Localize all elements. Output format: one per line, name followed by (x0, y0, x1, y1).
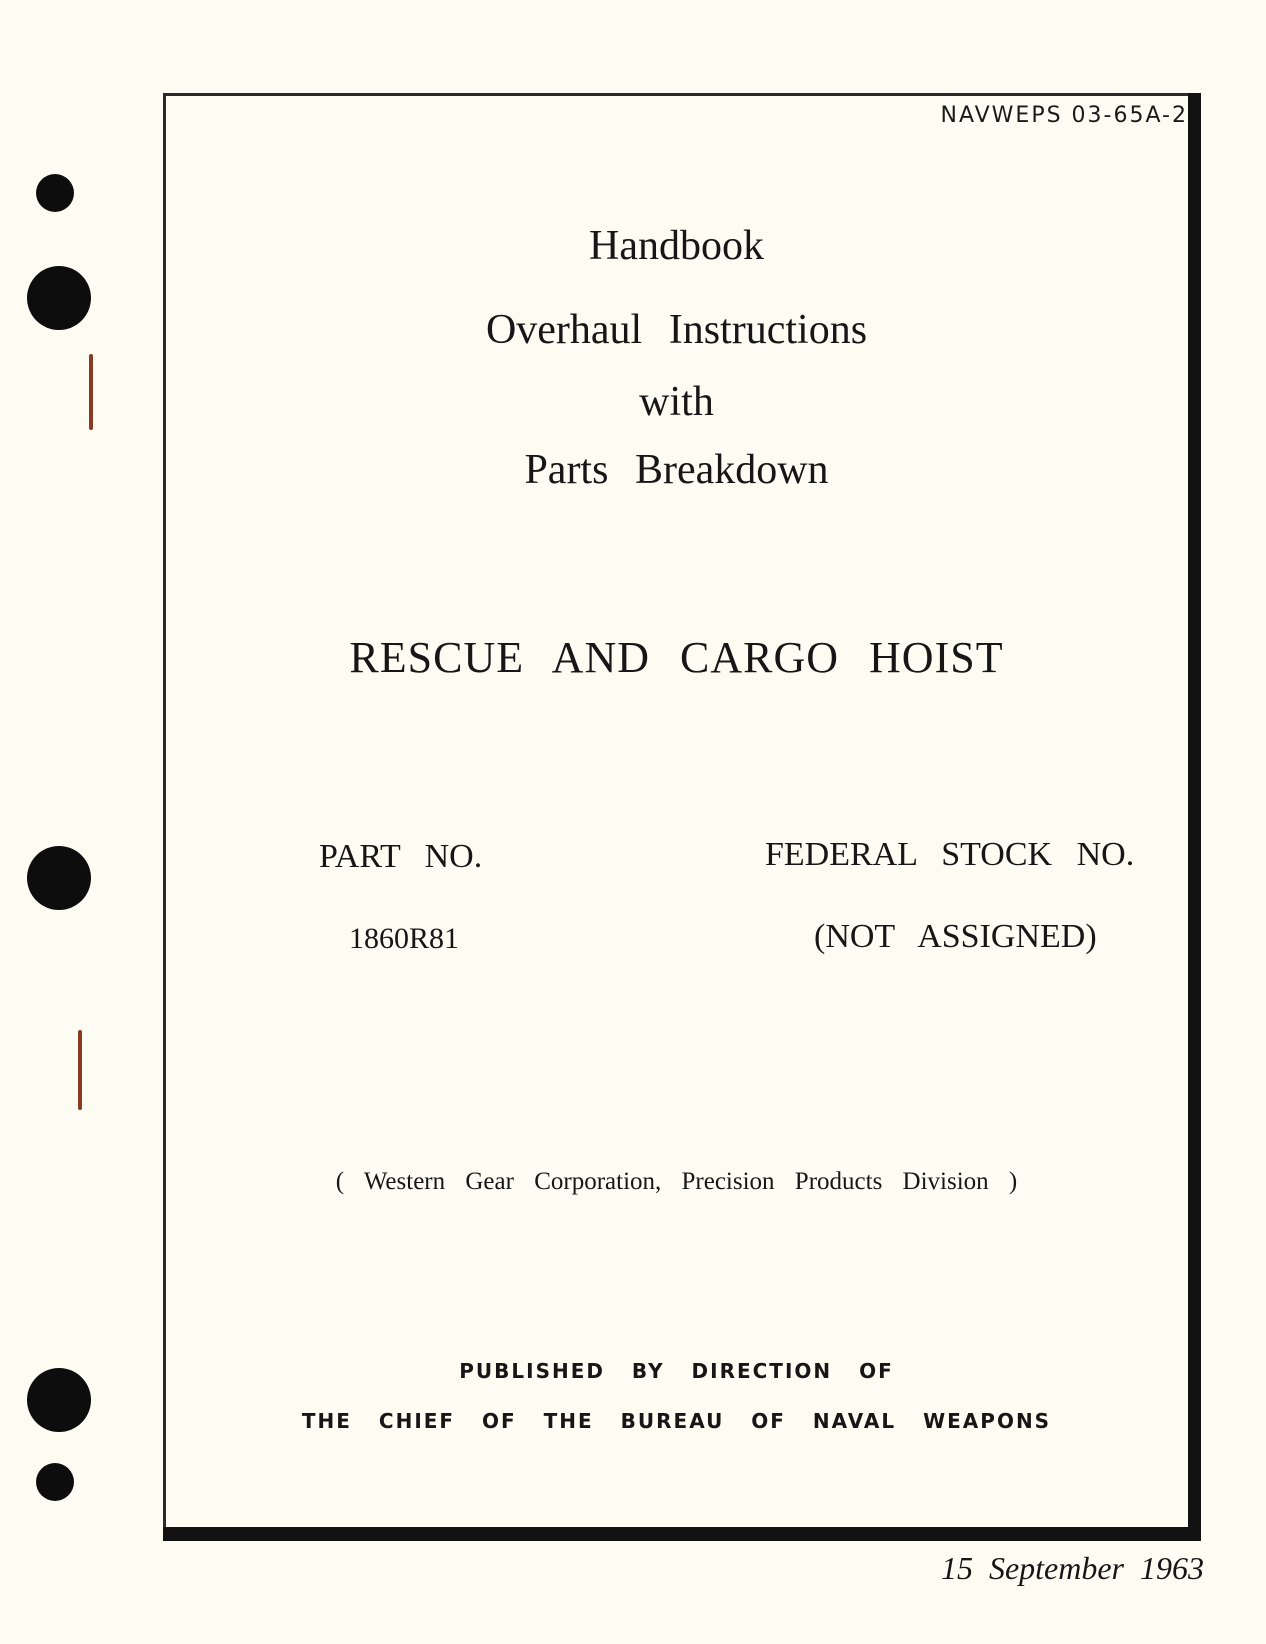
publication-date: 15 September 1963 (940, 1550, 1204, 1586)
subject-title: RESCUE AND CARGO HOIST (349, 633, 1004, 682)
page-border-shadow-bottom (163, 1527, 1201, 1541)
punch-hole (27, 266, 91, 330)
part-number-value: 1860R81 (349, 922, 460, 955)
rust-stain (78, 1030, 82, 1110)
document-number: NAVWEPS 03-65A-2 (940, 103, 1188, 128)
title-with: with (639, 379, 714, 425)
punch-hole (27, 1368, 91, 1432)
publisher-line-1: PUBLISHED BY DIRECTION OF (459, 1359, 894, 1383)
punch-hole (27, 846, 91, 910)
punch-hole (36, 174, 74, 212)
title-parts-breakdown: Parts Breakdown (524, 447, 829, 493)
federal-stock-label: FEDERAL STOCK NO. (765, 836, 1135, 873)
publisher-line-2: THE CHIEF OF THE BUREAU OF NAVAL WEAPONS (301, 1409, 1052, 1433)
part-number-label: PART NO. (319, 838, 483, 875)
federal-stock-value: (NOT ASSIGNED) (814, 918, 1097, 955)
title-overhaul-instructions: Overhaul Instructions (485, 307, 868, 353)
punch-hole (36, 1463, 74, 1501)
manufacturer: ( Western Gear Corporation, Precision Products Division ) (335, 1168, 1018, 1195)
rust-stain (89, 354, 93, 430)
title-handbook: Handbook (589, 223, 764, 269)
